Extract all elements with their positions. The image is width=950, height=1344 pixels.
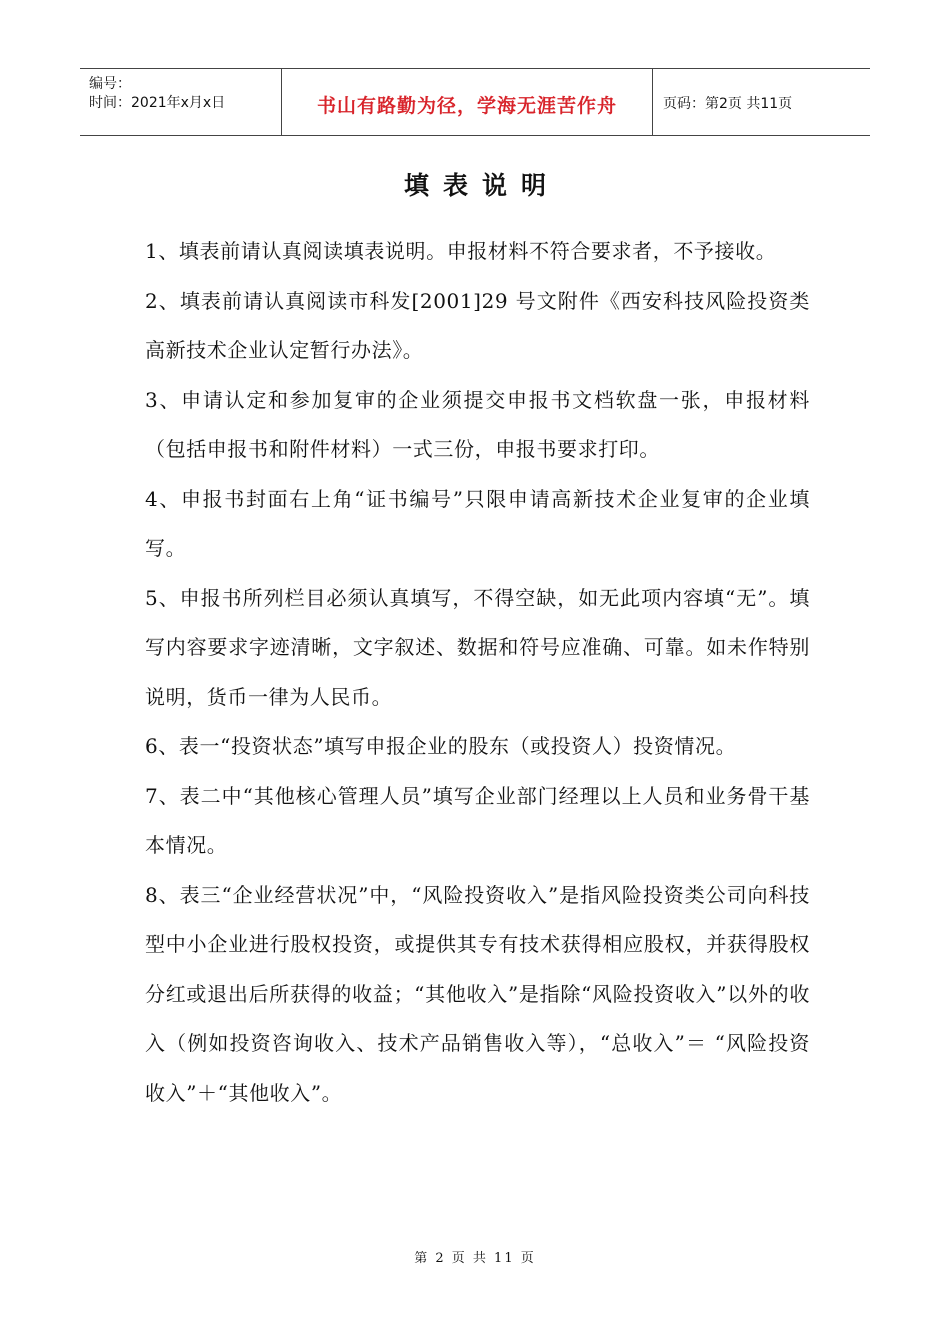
header-page-info-cell <box>653 69 870 135</box>
header-page-info: 页码：第2页 共11页 <box>663 96 793 112</box>
instructions-body <box>145 227 810 1118</box>
instruction-paragraph-1: 1、填表前请认真阅读填表说明。申报材料不符合要求者，不予接收。 <box>145 239 777 263</box>
page-footer: 第 2 页 共 11 页 <box>414 1251 536 1266</box>
instruction-paragraph-4: 4、申报书封面右上角“证书编号”只限申请高新技术企业复审的企业填写。 <box>145 486 810 560</box>
instruction-paragraph-8: 8、表三“企业经营状况”中，“风险投资收入”是指风险投资类公司向科技型中小企业进行股权投资，或提供其专有技术获得相应股权，并获得股权分红或退出后所获得的收益；“其他收入”是指除“风险投资收入”以外的收入（例如投资咨询收入、技术产品销售收入等），“总收入”＝ “风险投资收入”＋“其他收入”。 <box>145 882 810 1105</box>
instruction-paragraph-2: 2、填表前请认真阅读市科发[2001]29 号文附件《西安科技风险投资类高新技术企业认定暂行办法》。 <box>145 288 810 362</box>
instruction-paragraph-5: 5、申报书所列栏目必须认真填写，不得空缺，如无此项内容填“无”。填写内容要求字迹清晰，文字叙述、数据和符号应准确、可靠。如未作特别说明，货币一律为人民币。 <box>145 585 810 709</box>
page-title: 填表说明 <box>403 171 560 200</box>
document-time-label: 时间：2021年x月x日 <box>89 95 226 111</box>
header-motto-cell <box>282 69 653 135</box>
instruction-paragraph-7: 7、表二中“其他核心管理人员”填写企业部门经理以上人员和业务骨干基本情况。 <box>145 783 810 857</box>
header-meta <box>80 69 282 135</box>
instruction-paragraph-6: 6、表一“投资状态”填写申报企业的股东（或投资人）投资情况。 <box>145 734 737 758</box>
header-motto: 书山有路勤为径，学海无涯苦作舟 <box>316 94 617 117</box>
instruction-paragraph-3: 3、申请认定和参加复审的企业须提交申报书文档软盘一张，申报材料（包括申报书和附件材料）一式三份，申报书要求打印。 <box>145 387 810 461</box>
document-number-label: 编号： <box>89 76 131 92</box>
page-header <box>80 68 870 136</box>
